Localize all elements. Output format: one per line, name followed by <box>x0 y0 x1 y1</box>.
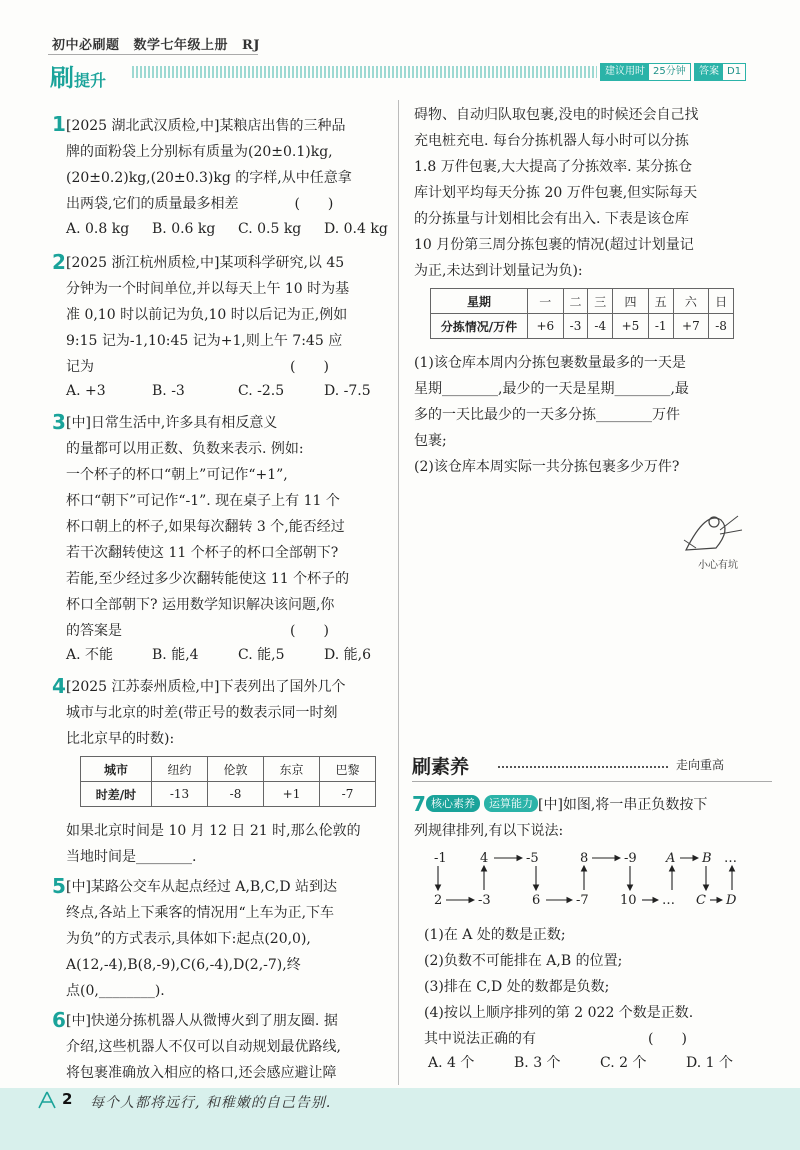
question-number-4: 4 <box>52 674 66 698</box>
q3-line: 一个杯子的杯口“朝上”可记作“+1”, <box>66 467 288 483</box>
section-brand <box>50 58 120 92</box>
option-b[interactable]: B. 3 个 <box>514 1055 561 1071</box>
option-c[interactable]: C. 0.5 kg <box>238 221 302 237</box>
q6-line: 为正,未达到计划量记为负): <box>414 263 583 279</box>
question-5-text <box>66 874 337 1004</box>
pattern-bottom-4: -7 <box>576 893 589 908</box>
header-series <box>52 34 274 53</box>
edition-label: RJ <box>242 38 260 53</box>
q6-line: 10 月份第三周分拣包裹的情况(超过计划量记 <box>414 237 694 253</box>
cartoon-illustration <box>676 500 746 558</box>
q2-line: 记为 ( ) <box>66 359 329 375</box>
q7-statement: (1)在 A 处的数是正数; <box>424 927 566 943</box>
option-b[interactable]: B. 能,4 <box>152 647 199 663</box>
table-cell: +1 <box>264 782 320 807</box>
question-4-text <box>66 674 345 752</box>
q2-line: 准 0,10 时以前记为负,10 时以后记为正,例如 <box>66 307 348 323</box>
pattern-top-8: … <box>724 851 737 866</box>
option-c[interactable]: C. -2.5 <box>238 383 285 399</box>
question-7-statements <box>424 922 693 1052</box>
question-6-text <box>66 1008 341 1086</box>
pattern-bottom-3: 6 <box>532 893 541 908</box>
table-cell: 一 <box>528 289 564 314</box>
question-1-text <box>66 113 352 217</box>
q4-after-line: 当地时间是________. <box>66 849 197 865</box>
number-pattern-diagram <box>420 846 750 912</box>
q1-line: 出两袋,它们的质量最多相差 ( ) <box>66 196 334 212</box>
question-7-options <box>428 1052 733 1074</box>
question-7-intro <box>538 792 707 818</box>
table-cell: -3 <box>563 314 588 339</box>
question-number-5: 5 <box>52 874 66 898</box>
table-cell: 日 <box>709 289 734 314</box>
section-dots <box>498 766 670 768</box>
pattern-bottom-6: … <box>662 893 675 908</box>
option-b[interactable]: B. -3 <box>152 383 185 399</box>
q6-sub-line: (2)该仓库本周实际一共分拣包裹多少万件? <box>414 459 680 475</box>
sorting-table <box>430 288 734 339</box>
q5-line: 为负”的方式表示,具体如下:起点(20,0), <box>66 931 311 947</box>
q3-line: 杯口全部朝下? 运用数学知识解决该问题,你 <box>66 597 335 613</box>
q4-after-line: 如果北京时间是 10 月 12 日 21 时,那么伦敦的 <box>66 823 361 839</box>
question-4-followup <box>66 818 361 870</box>
q6-sub-line: 星期________,最少的一天是星期________,最 <box>414 381 689 397</box>
compass-icon <box>36 1090 58 1110</box>
q5-line: 终点,各站上下乘客的情况用“上车为正,下车 <box>66 905 335 921</box>
option-d[interactable]: D. 0.4 kg <box>324 221 388 237</box>
table-row <box>431 289 734 314</box>
header-rule <box>48 54 258 55</box>
q2-line: [2025 浙江杭州质检,中]某项科学研究,以 45 <box>66 255 345 271</box>
option-d[interactable]: D. -7.5 <box>324 383 371 399</box>
table-row <box>81 782 376 807</box>
option-d[interactable]: D. 能,6 <box>324 647 371 663</box>
footer-motto: 每个人都将远行, 和稚嫩的自己告别. <box>90 1095 332 1111</box>
q7-statement: (2)负数不可能排在 A,B 的位置; <box>424 953 623 969</box>
question-number-2: 2 <box>52 250 66 274</box>
section-rule <box>412 781 772 782</box>
pattern-bottom-2: -3 <box>478 893 491 908</box>
series-name: 初中必刷题 <box>52 38 120 53</box>
table-cell: +6 <box>528 314 564 339</box>
table-cell: 五 <box>648 289 673 314</box>
table-cell: 三 <box>588 289 613 314</box>
section-title: 刷素养 <box>412 756 470 778</box>
table-cell: -1 <box>648 314 673 339</box>
q7-line: [中]如图,将一串正负数按下 <box>538 797 708 813</box>
section-subtitle: 走向重高 <box>676 758 725 772</box>
option-a[interactable]: A. +3 <box>66 383 106 399</box>
q3-line: [中]日常生活中,许多具有相反意义 <box>66 415 278 431</box>
column-divider <box>398 100 399 1085</box>
page-number: 2 <box>62 1090 73 1108</box>
q5-line: [中]某路公交车从起点经过 A,B,C,D 站到达 <box>66 879 338 895</box>
pattern-bottom-7: C <box>696 893 706 908</box>
pattern-top-7: B <box>702 851 712 866</box>
table-cell: -8 <box>208 782 264 807</box>
time-label: 建议用时 <box>601 64 649 80</box>
q6-line: 介绍,这些机器人不仅可以自动规划最优路线, <box>66 1039 341 1055</box>
q3-line: 若干次翻转使这 11 个杯子的杯口全部朝下? <box>66 545 339 561</box>
tip-note: 小心有坑 <box>698 560 738 571</box>
q6-line: 库计划平均每天分拣 20 万件包裹,但实际每天 <box>414 185 698 201</box>
q6-line: 1.8 万件包裹,大大提高了分拣效率. 某分拣仓 <box>414 159 693 175</box>
question-number-3: 3 <box>52 410 66 434</box>
option-c[interactable]: C. 能,5 <box>238 647 285 663</box>
q7-statement: (3)排在 C,D 处的数都是负数; <box>424 979 610 995</box>
q2-line: 9:15 记为-1,10:45 记为+1,则上午 7:45 应 <box>66 333 343 349</box>
table-cell: 城市 <box>81 757 152 782</box>
q1-line: [2025 湖北武汉质检,中]某粮店出售的三种品 <box>66 118 346 134</box>
question-number-1: 1 <box>52 112 66 136</box>
q7-statement: (4)按以上顺序排列的第 2 022 个数是正数. <box>424 1005 694 1021</box>
pattern-top-2: 4 <box>480 851 489 866</box>
option-d[interactable]: D. 1 个 <box>686 1055 733 1071</box>
option-c[interactable]: C. 2 个 <box>600 1055 647 1071</box>
q1-line: (20±0.2)kg,(20±0.3)kg 的字样,从中任意拿 <box>66 170 352 186</box>
question-number-6: 6 <box>52 1008 66 1032</box>
brand-small: 提升 <box>74 71 107 90</box>
pattern-top-6: A <box>666 851 676 866</box>
table-cell: 六 <box>673 289 709 314</box>
question-2-text <box>66 250 349 380</box>
table-cell: -8 <box>709 314 734 339</box>
core-literacy-tag: 核心素养 <box>426 795 480 812</box>
q6-sub-line: (1)该仓库本周内分拣包裹数量最多的一天是 <box>414 355 686 371</box>
q6-sub-line: 多的一天比最少的一天多分拣________万件 <box>414 407 680 423</box>
table-cell: 分拣情况/万件 <box>431 314 528 339</box>
time-difference-table <box>80 756 376 807</box>
table-cell: 二 <box>563 289 588 314</box>
table-cell: 巴黎 <box>320 757 376 782</box>
q6-line: 碍物、自动归队取包裹,没电的时候还会自己找 <box>414 107 699 123</box>
table-cell: -7 <box>320 782 376 807</box>
table-cell: 时差/时 <box>81 782 152 807</box>
q6-sub-line: 包裹; <box>414 433 447 449</box>
q2-line: 分钟为一个时间单位,并以每天上午 10 时为基 <box>66 281 350 297</box>
answer-badge <box>694 63 746 81</box>
pattern-top-4: 8 <box>580 851 589 866</box>
table-cell: 星期 <box>431 289 528 314</box>
pattern-bottom-5: 10 <box>620 893 637 908</box>
q7-statement: 其中说法正确的有 ( ) <box>424 1031 687 1047</box>
question-3-text <box>66 410 349 644</box>
question-6-continued <box>414 102 698 284</box>
table-cell: 四 <box>613 289 649 314</box>
pattern-bottom-8: D <box>726 893 737 908</box>
q4-line: 比北京早的时数): <box>66 731 175 747</box>
table-cell: 伦敦 <box>208 757 264 782</box>
table-cell: 东京 <box>264 757 320 782</box>
table-cell: +5 <box>613 314 649 339</box>
table-cell: -4 <box>588 314 613 339</box>
q3-line: 的答案是 ( ) <box>66 623 329 639</box>
option-b[interactable]: B. 0.6 kg <box>152 221 216 237</box>
suggested-time-badge <box>600 63 691 81</box>
pattern-bottom-1: 2 <box>434 893 443 908</box>
question-2-options <box>66 380 371 402</box>
q3-line: 杯口朝上的杯子,如果每次翻转 3 个,能否经过 <box>66 519 345 535</box>
question-7-intro-2 <box>414 818 563 844</box>
pattern-top-1: -1 <box>434 851 447 866</box>
table-cell: +7 <box>673 314 709 339</box>
question-6-subquestions <box>414 350 689 480</box>
time-value: 25分钟 <box>653 66 686 77</box>
q1-line: 牌的面粉袋上分别标有质量为(20±0.1)kg, <box>66 144 333 160</box>
pattern-top-5: -9 <box>624 851 637 866</box>
q4-line: 城市与北京的时差(带正号的数表示同一时刻 <box>66 705 338 721</box>
q4-line: [2025 江苏泰州质检,中]下表列出了国外几个 <box>66 679 346 695</box>
subject-name: 数学七年级上册 <box>133 38 229 53</box>
option-a[interactable]: A. 不能 <box>66 647 114 663</box>
q7-line: 列规律排列,有以下说法: <box>414 823 564 839</box>
skill-tag: 运算能力 <box>484 795 538 812</box>
table-row <box>81 757 376 782</box>
option-a[interactable]: A. 0.8 kg <box>66 221 130 237</box>
q5-line: A(12,-4),B(8,-9),C(6,-4),D(2,-7),终 <box>66 957 301 973</box>
option-a[interactable]: A. 4 个 <box>428 1055 475 1071</box>
question-1-options <box>66 218 388 240</box>
question-3-options <box>66 644 371 666</box>
answer-value: D1 <box>727 66 742 77</box>
q3-line: 的量都可以用正数、负数来表示. 例如: <box>66 441 304 457</box>
table-row <box>431 314 734 339</box>
q6-line: 的分拣量与计划相比会有出入. 下表是该仓库 <box>414 211 689 227</box>
brand-big: 刷 <box>50 63 74 92</box>
q3-line: 杯口“朝下”可记作“-1”. 现在桌子上有 11 个 <box>66 493 340 509</box>
q6-line: [中]快递分拣机器人从微博火到了朋友圈. 据 <box>66 1013 338 1029</box>
header-stripe <box>132 66 597 78</box>
q3-line: 若能,至少经过多少次翻转能使这 11 个杯子的 <box>66 571 350 587</box>
question-number-7: 7 <box>412 792 426 816</box>
table-cell: -13 <box>152 782 208 807</box>
answer-label: 答案 <box>695 64 723 80</box>
pattern-top-3: -5 <box>526 851 539 866</box>
q6-line: 将包裹准确放入相应的格口,还会感应避让障 <box>66 1065 337 1081</box>
q6-line: 充电桩充电. 每台分拣机器人每小时可以分拣 <box>414 133 689 149</box>
q5-line: 点(0,________). <box>66 983 165 999</box>
table-cell: 纽约 <box>152 757 208 782</box>
